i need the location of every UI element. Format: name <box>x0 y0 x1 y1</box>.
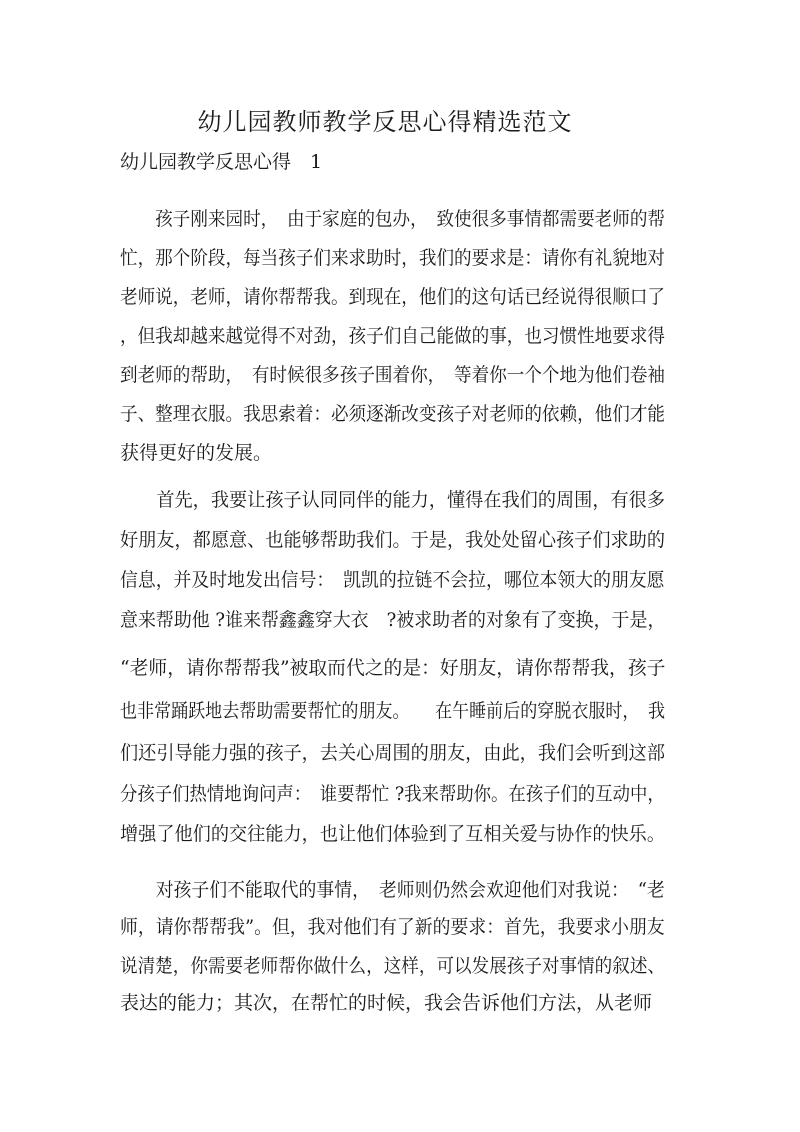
paragraph-1-line-1: 孩子刚来园时， 由于家庭的包办， 致使很多事情都需要老师的帮 <box>120 208 666 230</box>
document-subtitle: 幼儿园教学反思心得 1 <box>120 151 323 173</box>
paragraph-2-line-6: 也非常踊跃地去帮助需要帮忙的朋友。 在午睡前后的穿脱衣服时， 我 <box>120 700 666 722</box>
paragraph-2-line-9: 增强了他们的交往能力，也让他们体验到了互相关爱与协作的快乐。 <box>120 823 666 845</box>
paragraph-2-line-2: 好朋友，都愿意、也能够帮助我们。于是，我处处留心孩子们求助的 <box>120 529 666 551</box>
paragraph-2-line-3: 信息，并及时地发出信号： 凯凯的拉链不会拉，哪位本领大的朋友愿 <box>120 569 665 591</box>
paragraph-1-line-4: ，但我却越来越觉得不对劲，孩子们自己能做的事，也习惯性地要求得 <box>120 325 666 347</box>
paragraph-2-line-1: 首先，我要让孩子认同同伴的能力，懂得在我们的周围，有很多 <box>120 489 666 511</box>
paragraph-2-line-7: 们还引导能力强的孩子，去关心周围的朋友，由此，我们会听到这部 <box>120 742 666 764</box>
paragraph-2-line-5: “老师，请你帮帮我”被取而代之的是：好朋友，请你帮帮我，孩子 <box>120 657 666 679</box>
paragraph-1-line-7: 获得更好的发展。 <box>120 442 273 464</box>
paragraph-2-line-8: 分孩子们热情地询问声： 谁要帮忙 ?我来帮助你。在孩子们的互动中， <box>120 783 665 805</box>
paragraph-3-line-3: 说清楚，你需要老师帮你做什么，这样，可以发展孩子对事情的叙述、 <box>120 955 666 977</box>
paragraph-3-line-2: 师，请你帮帮我”。但，我对他们有了新的要求：首先，我要求小朋友 <box>120 916 665 938</box>
paragraph-1-line-2: 忙，那个阶段，每当孩子们来求助时，我们的要求是：请你有礼貌地对 <box>120 247 666 269</box>
document-title: 幼儿园教师教学反思心得精选范文 <box>197 108 573 136</box>
paragraph-3-line-4: 表达的能力；其次，在帮忙的时候，我会告诉他们方法，从老师 <box>120 992 653 1014</box>
paragraph-1-line-6: 子、整理衣服。我思索着：必须逐渐改变孩子对老师的依赖，他们才能 <box>120 403 666 425</box>
paragraph-1-line-5: 到老师的帮助， 有时候很多孩子围着你， 等着你一个个地为他们卷袖 <box>120 364 666 386</box>
paragraph-3-line-1: 对孩子们不能取代的事情， 老师则仍然会欢迎他们对我说： “老 <box>120 879 665 901</box>
paragraph-1-line-3: 老师说，老师，请你帮帮我。到现在，他们的这句话已经说得很顺口了 <box>120 286 666 308</box>
paragraph-2-line-4: 意来帮助他 ?谁来帮鑫鑫穿大衣 ?被求助者的对象有了变换，于是， <box>120 609 666 631</box>
